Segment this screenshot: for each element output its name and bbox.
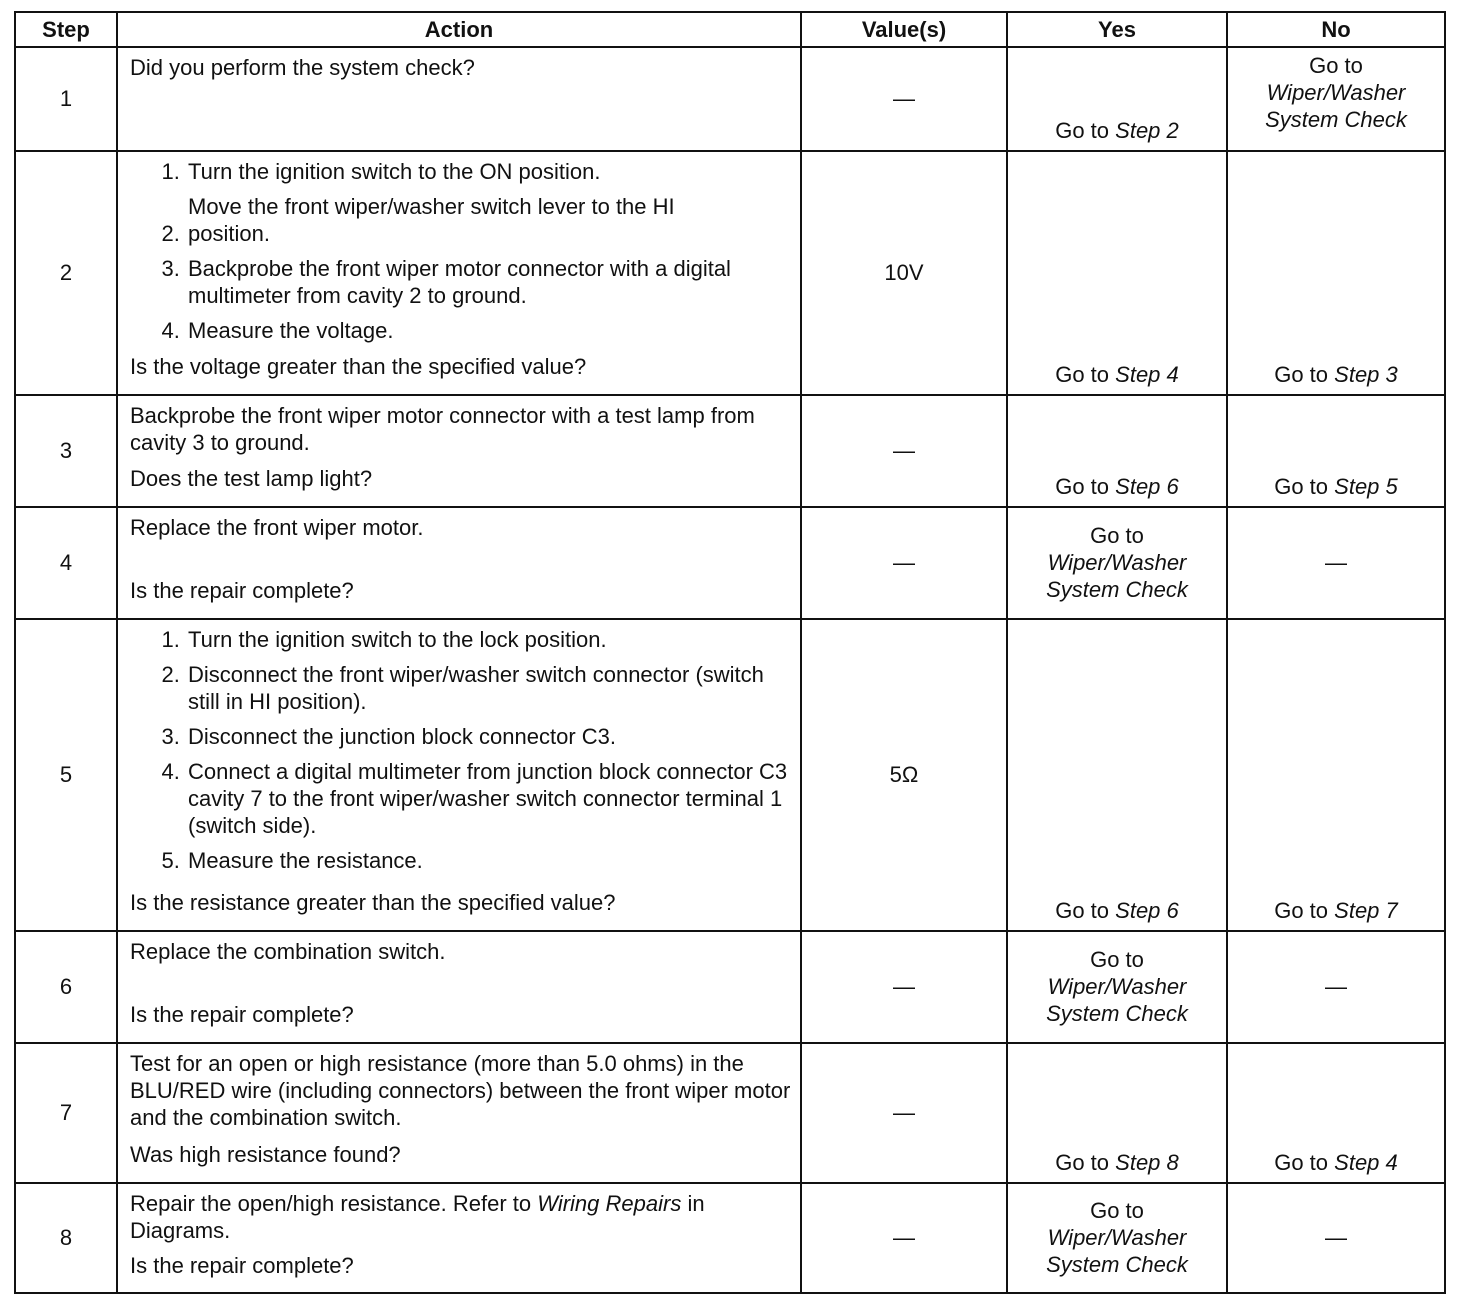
action-item: 2. Disconnect the front wiper/washer switch connector (switch still in HI position).	[186, 661, 792, 715]
action-item: 1. Turn the ignition switch to the ON position.	[186, 158, 792, 185]
yes-link: Wiper/Washer System Check	[1046, 973, 1188, 1026]
action-question: Is the repair complete?	[130, 1253, 354, 1278]
header-yes: Yes	[1007, 12, 1227, 47]
action-item: 1. Turn the ignition switch to the lock position.	[186, 626, 792, 653]
action-cell	[117, 507, 801, 619]
header-step: Step	[15, 12, 117, 47]
yes-link: Wiper/Washer System Check	[1046, 1224, 1188, 1277]
yes-cell: Go to Step 6	[1007, 619, 1227, 931]
action-cell	[117, 395, 801, 507]
no-cell: Go to Step 7	[1227, 619, 1445, 931]
yes-link: Step 4	[1115, 362, 1179, 387]
action-item: 2. Move the front wiper/washer switch lever to the HI position.	[186, 193, 792, 247]
no-cell: Go to Step 4	[1227, 1043, 1445, 1183]
action-cell	[117, 151, 801, 395]
no-link: Step 7	[1334, 898, 1398, 923]
table-row	[15, 395, 1445, 507]
action-question: Does the test lamp light?	[130, 466, 373, 491]
action-cell	[117, 47, 801, 151]
action-question: Did you perform the system check?	[130, 55, 475, 80]
action-item: 5. Measure the resistance.	[186, 847, 792, 874]
no-cell: Go to Step 5	[1227, 395, 1445, 507]
yes-link: Step 6	[1115, 898, 1179, 923]
action-item: 3. Disconnect the junction block connector C3.	[186, 723, 792, 750]
no-link: Wiper/Washer System Check	[1265, 80, 1407, 132]
step-number: 6	[15, 931, 117, 1043]
header-values: Value(s)	[801, 12, 1007, 47]
table-row	[15, 507, 1445, 619]
action-question: Was high resistance found?	[130, 1142, 401, 1167]
yes-cell: Go to Wiper/Washer System Check	[1007, 507, 1227, 619]
yes-cell: Go to Step 4	[1007, 151, 1227, 395]
value-cell: —	[801, 1183, 1007, 1293]
table-row	[15, 1183, 1445, 1293]
action-item: 4. Measure the voltage.	[186, 317, 792, 344]
step-number: 2	[15, 151, 117, 395]
action-cell	[117, 931, 801, 1043]
yes-link: Step 6	[1115, 474, 1179, 499]
no-link: Step 3	[1334, 362, 1398, 387]
action-text: Test for an open or high resistance (more than 5.0 ohms) in the BLU/RED wire (including connectors) between the front wiper motor and the combination switch.	[130, 1051, 791, 1130]
value-cell: —	[801, 507, 1007, 619]
action-text: Replace the combination switch.	[130, 939, 446, 964]
no-cell: —	[1227, 507, 1445, 619]
step-number: 7	[15, 1043, 117, 1183]
yes-link: Step 2	[1115, 118, 1179, 143]
value-cell: —	[801, 1043, 1007, 1183]
action-item: 3. Backprobe the front wiper motor connector with a digital multimeter from cavity 2 to ground.	[186, 255, 792, 309]
action-text: Replace the front wiper motor.	[130, 515, 424, 540]
header-no: No	[1227, 12, 1445, 47]
yes-cell: Go to Step 8	[1007, 1043, 1227, 1183]
action-item: 4. Connect a digital multimeter from junction block connector C3 cavity 7 to the front wiper/washer switch connector terminal 1 (switch side).	[186, 758, 792, 839]
header-row	[15, 12, 1445, 47]
no-cell: Go to Step 3	[1227, 151, 1445, 395]
action-cell	[117, 1183, 801, 1293]
step-number: 8	[15, 1183, 117, 1293]
action-text: Repair the open/high resistance. Refer to Wiring Repairs in Diagrams.	[130, 1191, 705, 1243]
table-row	[15, 1043, 1445, 1183]
wiring-repairs-link[interactable]: Wiring Repairs	[537, 1191, 682, 1216]
action-question: Is the repair complete?	[130, 1002, 354, 1027]
value-cell: —	[801, 931, 1007, 1043]
action-text: Backprobe the front wiper motor connector with a test lamp from cavity 3 to ground.	[130, 403, 755, 455]
no-cell: Go to Wiper/Washer System Check	[1227, 47, 1445, 151]
no-cell: —	[1227, 931, 1445, 1043]
yes-link: Step 8	[1115, 1150, 1179, 1175]
action-question: Is the repair complete?	[130, 578, 354, 603]
action-question: Is the resistance greater than the specified value?	[130, 890, 616, 915]
no-cell: —	[1227, 1183, 1445, 1293]
diagnostic-table	[14, 11, 1446, 1294]
no-link: Step 5	[1334, 474, 1398, 499]
table-row	[15, 619, 1445, 931]
step-number: 3	[15, 395, 117, 507]
yes-link: Wiper/Washer System Check	[1046, 549, 1188, 602]
action-cell	[117, 1043, 801, 1183]
table-row	[15, 151, 1445, 395]
value-cell: —	[801, 47, 1007, 151]
value-cell: 10V	[801, 151, 1007, 395]
yes-cell: Go to Wiper/Washer System Check	[1007, 1183, 1227, 1293]
action-question: Is the voltage greater than the specified value?	[130, 354, 587, 379]
step-number: 5	[15, 619, 117, 931]
header-action: Action	[117, 12, 801, 47]
action-cell	[117, 619, 801, 931]
yes-cell: Go to Wiper/Washer System Check	[1007, 931, 1227, 1043]
table-row	[15, 47, 1445, 151]
table-row	[15, 931, 1445, 1043]
value-cell: —	[801, 395, 1007, 507]
step-number: 1	[15, 47, 117, 151]
step-number: 4	[15, 507, 117, 619]
yes-cell: Go to Step 6	[1007, 395, 1227, 507]
value-cell: 5Ω	[801, 619, 1007, 931]
no-link: Step 4	[1334, 1150, 1398, 1175]
yes-cell: Go to Step 2	[1007, 47, 1227, 151]
